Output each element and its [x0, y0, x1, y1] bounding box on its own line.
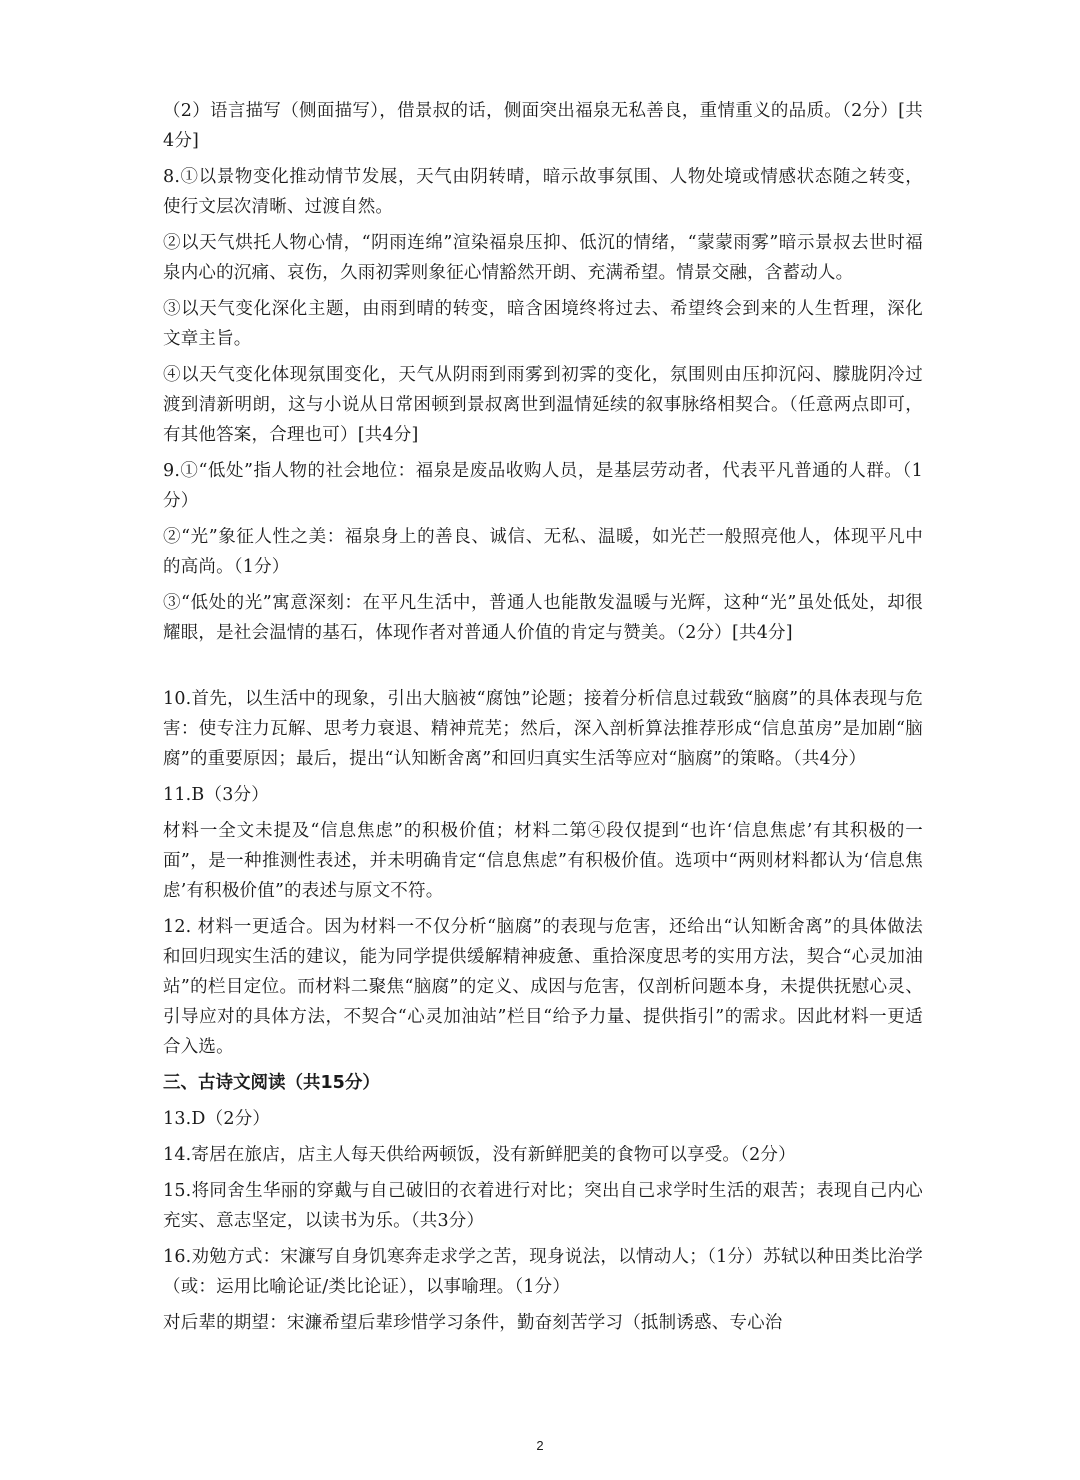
answer-9-1: 9.①“低处”指人物的社会地位：福泉是废品收购人员，是基层劳动者，代表平凡普通的人群。（1分）: [163, 461, 923, 511]
answer-10: 10.首先，以生活中的现象，引出大脑被“腐蚀”论题；接着分析信息过载致“脑腐”的具体表现与危害：使专注力瓦解、思考力衰退、精神荒芜；然后，深入剖析算法推荐形成“信息茧房”是加剧“脑腐”的重要原因；最后，提出“认知断舍离”和回归真实生活等应对“脑腐”的策略。（共4分）: [163, 689, 923, 769]
answer-16-expectation: 对后辈的期望：宋濂希望后辈珍惜学习条件，勤奋刻苦学习（抵制诱惑、专心治: [163, 1313, 783, 1333]
answer-7-2: （2）语言描写（侧面描写），借景叔的话，侧面突出福泉无私善良，重情重义的品质。（2分）[共4分]: [163, 101, 923, 151]
answer-8-3: ③以天气变化深化主题，由雨到晴的转变，暗含困境终将过去、希望终会到来的人生哲理，深化文章主旨。: [163, 299, 923, 349]
section-heading: 三、古诗文阅读（共15分）: [163, 1073, 380, 1093]
answer-15: 15.将同舍生华丽的穿戴与自己破旧的衣着进行对比；突出自己求学时生活的艰苦；表现自己内心充实、意志坚定，以读书为乐。（共3分）: [163, 1181, 923, 1231]
answer-13: 13.D（2分）: [163, 1109, 271, 1129]
answer-8-4: ④以天气变化体现氛围变化，天气从阴雨到雨雾到初霁的变化，氛围则由压抑沉闷、朦胧阴冷过渡到清新明朗，这与小说从日常困顿到景叔离世到温情延续的叙事脉络相契合。（任意两点即可，有其他答案，合理也可）[共4分]: [163, 365, 923, 445]
answer-8-1: 8.①以景物变化推动情节发展，天气由阴转晴，暗示故事氛围、人物处境或情感状态随之转变，使行文层次清晰、过渡自然。: [163, 167, 923, 217]
answer-9-3: ③“低处的光”寓意深刻：在平凡生活中，普通人也能散发温暖与光辉，这种“光”虽处低处，却很耀眼，是社会温情的基石，体现作者对普通人价值的肯定与赞美。（2分）[共4分]: [163, 593, 923, 643]
answer-16-method: 16.劝勉方式：宋濂写自身饥寒奔走求学之苦，现身说法，以情动人；（1分）苏轼以种田类比治学（或：运用比喻论证/类比论证），以事喻理。（1分）: [163, 1247, 923, 1297]
page-number: 2: [536, 1438, 544, 1453]
answer-12: 12. 材料一更适合。因为材料一不仅分析“脑腐”的表现与危害，还给出“认知断舍离”的具体做法和回归现实生活的建议，能为同学提供缓解精神疲惫、重拾深度思考的实用方法，契合“心灵加油站”的栏目定位。而材料二聚焦“脑腐”的定义、成因与危害，仅剖析问题本身，未提供抚慰心灵、引导应对的具体方法，不契合“心灵加油站”栏目“给予力量、提供指引”的需求。因此材料一更适合入选。: [163, 917, 923, 1057]
answer-11: 11.B（3分）: [163, 785, 269, 805]
answer-11-explanation: 材料一全文未提及“信息焦虑”的积极价值；材料二第④段仅提到“也许‘信息焦虑’有其积极的一面”，是一种推测性表述，并未明确肯定“信息焦虑”有积极价值。选项中“两则材料都认为‘信息焦虑’有积极价值”的表述与原文不符。: [163, 821, 923, 901]
answer-8-2: ②以天气烘托人物心情，“阴雨连绵”渲染福泉压抑、低沉的情绪，“蒙蒙雨雾”暗示景叔去世时福泉内心的沉痛、哀伤，久雨初霁则象征心情豁然开朗、充满希望。情景交融，含蓄动人。: [163, 233, 923, 283]
answer-content: [163, 96, 923, 1344]
answer-14: 14.寄居在旅店，店主人每天供给两顿饭，没有新鲜肥美的食物可以享受。（2分）: [163, 1145, 796, 1165]
answer-9-2: ②“光”象征人性之美：福泉身上的善良、诚信、无私、温暖，如光芒一般照亮他人，体现平凡中的高尚。（1分）: [163, 527, 923, 577]
